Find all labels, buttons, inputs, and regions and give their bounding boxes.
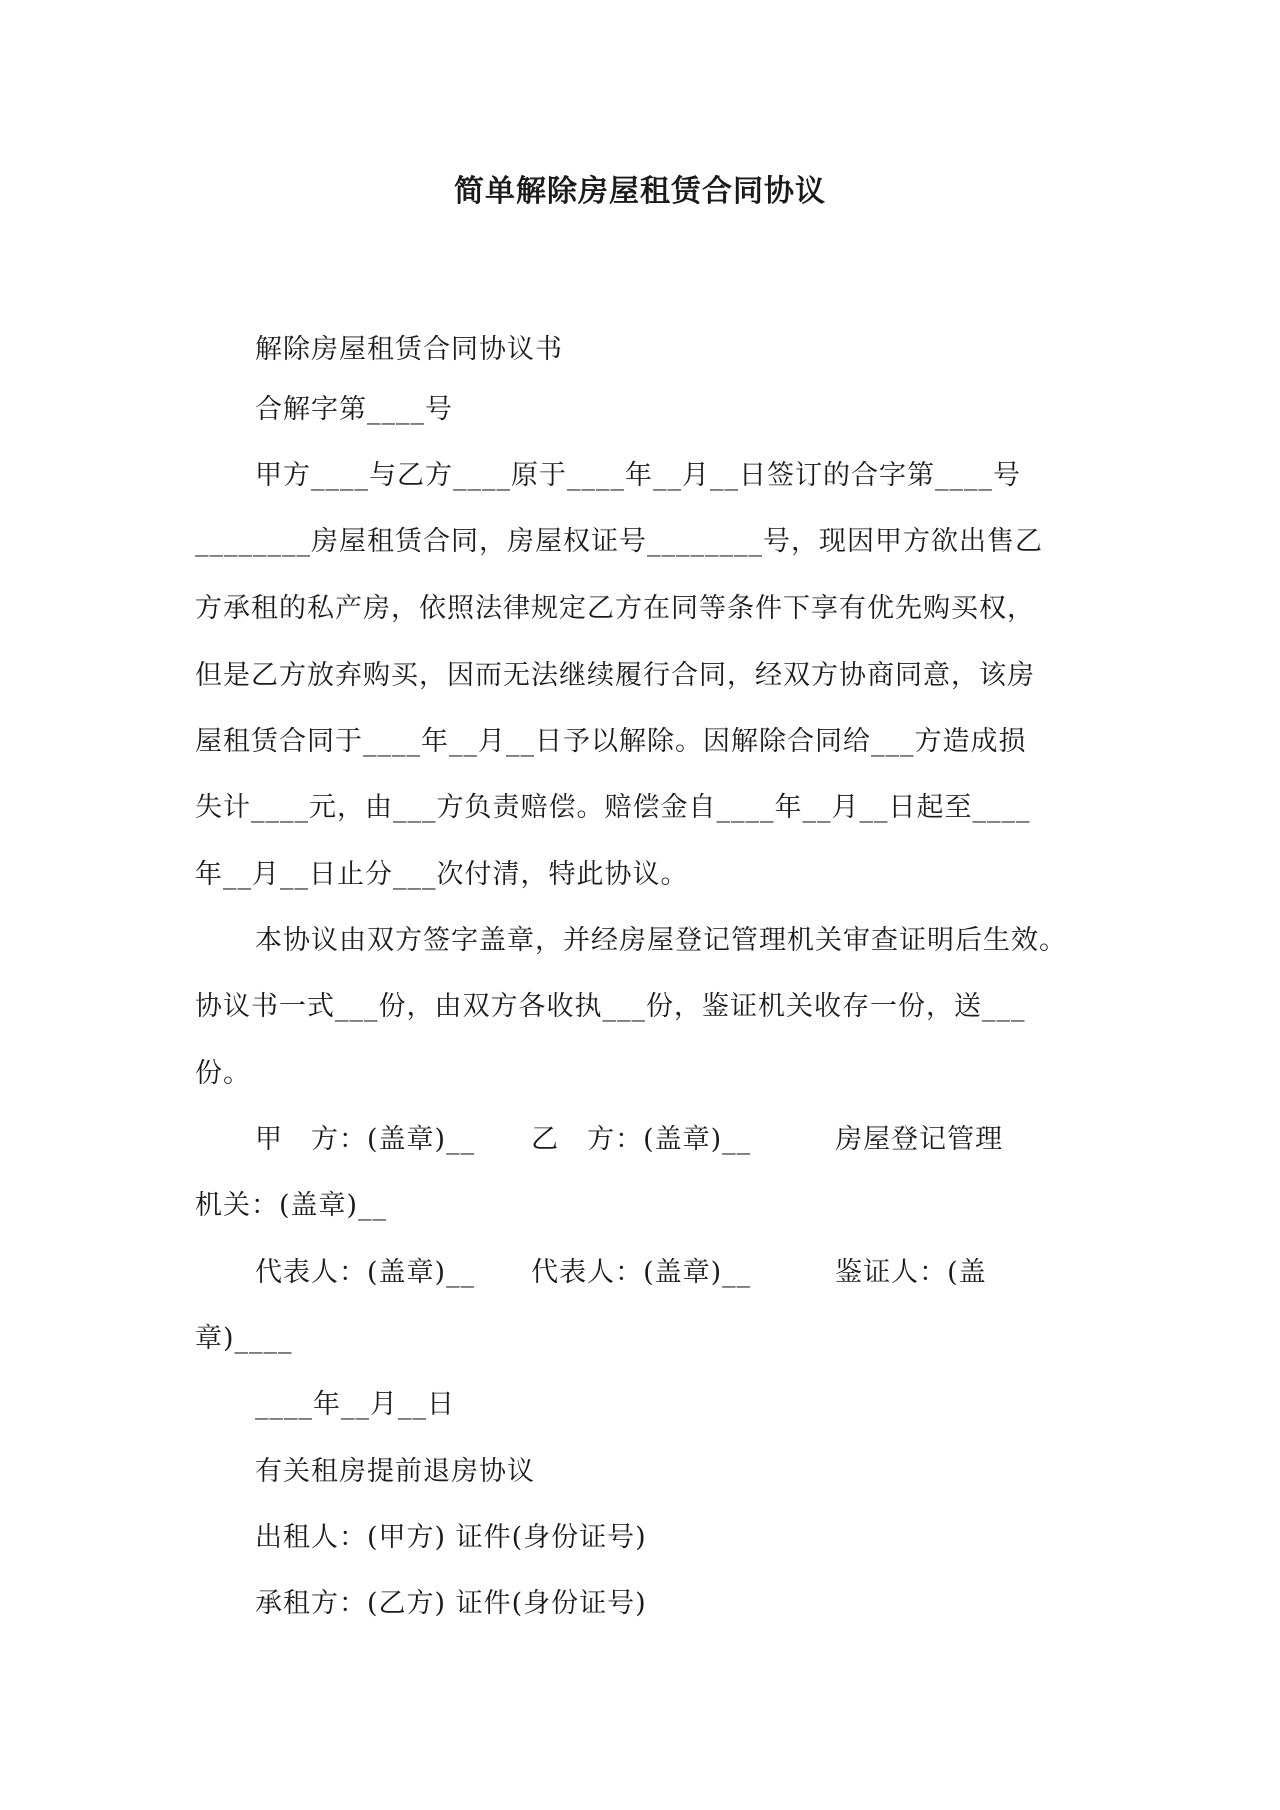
- date-line: ____年__月__日: [255, 1389, 455, 1420]
- paragraph-line: 但是乙方放弃购买，因而无法继续履行合同，经双方协商同意，该房: [195, 660, 1035, 691]
- signature-line: 章)____: [195, 1323, 293, 1354]
- paragraph-line: 份。: [195, 1058, 251, 1089]
- paragraph-line: ________房屋租赁合同，房屋权证号________号，现因甲方欲出售乙: [195, 526, 1043, 557]
- document-title: 简单解除房屋租赁合同协议: [454, 174, 826, 209]
- paragraph-line: 屋租赁合同于____年__月__日予以解除。因解除合同给___方造成损: [195, 726, 1027, 757]
- paragraph-line: 协议书一式___份，由双方各收执___份，鉴证机关收存一份，送___: [195, 991, 1026, 1022]
- signature-line: 代表人：(盖章)__ 代表人：(盖章)__ 鉴证人：(盖: [255, 1257, 987, 1288]
- paragraph-line: 年__月__日止分___次付清，特此协议。: [195, 859, 689, 890]
- paragraph-line: 方承租的私产房，依照法律规定乙方在同等条件下享有优先购买权，: [195, 593, 1035, 624]
- paragraph-line: 合解字第____号: [255, 394, 453, 425]
- paragraph-line: 解除房屋租赁合同协议书: [255, 334, 563, 365]
- section-heading: 有关租房提前退房协议: [255, 1456, 535, 1487]
- signature-line: 机关：(盖章)__: [195, 1190, 388, 1221]
- party-line: 承租方：(乙方) 证件(身份证号): [255, 1588, 647, 1619]
- paragraph-line: 本协议由双方签字盖章，并经房屋登记管理机关审查证明后生效。: [255, 925, 1067, 956]
- signature-line: 甲 方：(盖章)__ 乙 方：(盖章)__ 房屋登记管理: [255, 1124, 1004, 1155]
- paragraph-line: 甲方____与乙方____原于____年__月__日签订的合字第____号: [255, 460, 1021, 491]
- party-line: 出租人：(甲方) 证件(身份证号): [255, 1522, 647, 1553]
- paragraph-line: 失计____元，由___方负责赔偿。赔偿金自____年__月__日起至____: [195, 792, 1031, 823]
